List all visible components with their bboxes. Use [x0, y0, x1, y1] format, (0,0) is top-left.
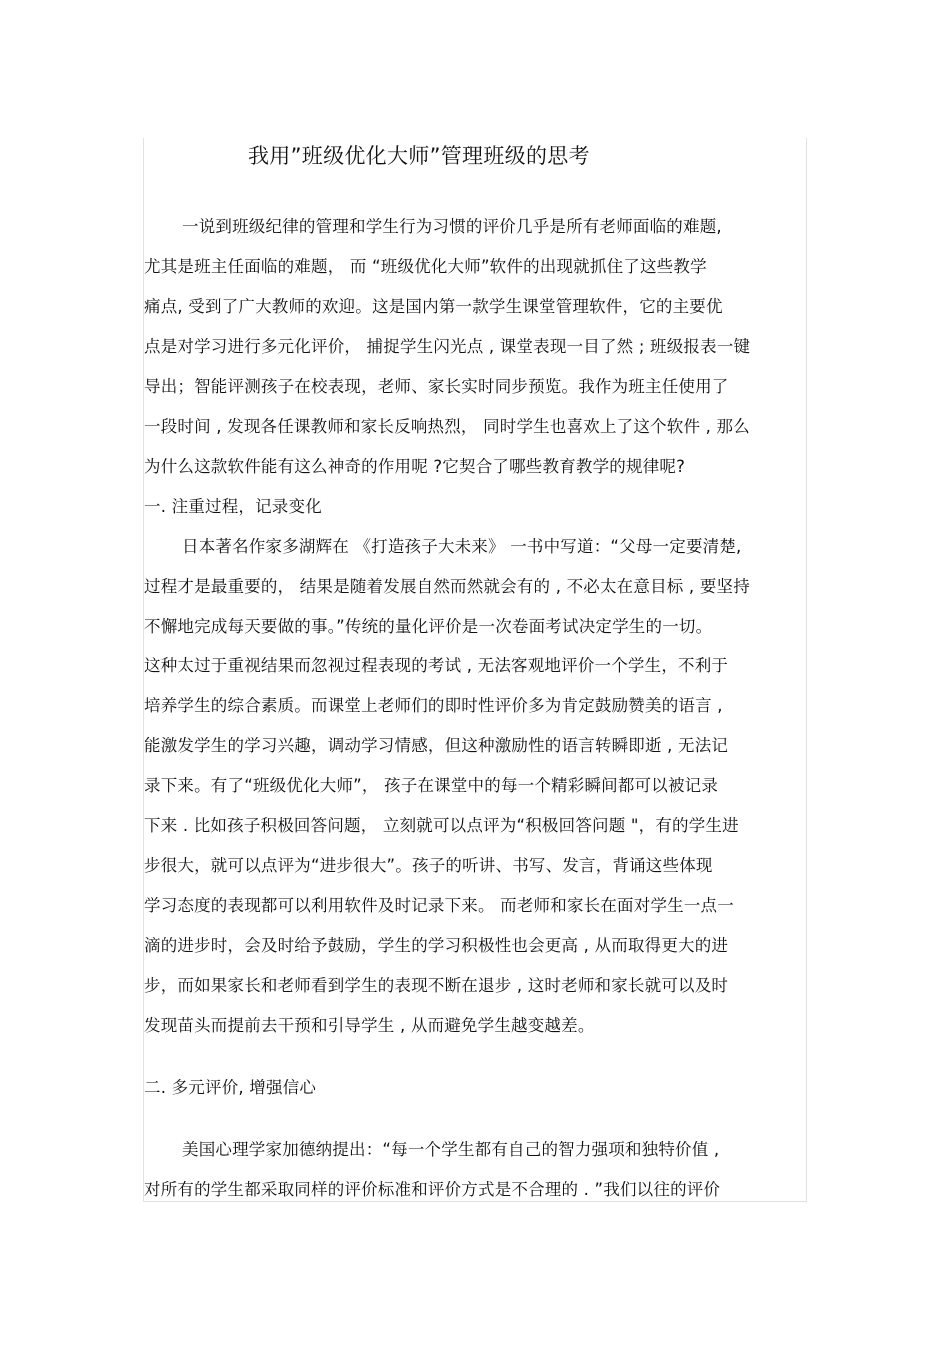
- paragraph-line: 一段时间 , 发现各任课教师和家长反响热烈， 同时学生也喜欢上了这个软件 , 那么: [144, 417, 750, 436]
- paragraph-line: 滴的进步时，会及时给予鼓励，学生的学习积极性也会更高 , 从而取得更大的进: [144, 936, 729, 955]
- paragraph-line: 下来 . 比如孩子积极回答问题， 立刻就可以点评为“积极回答问题 "，有的学生进: [144, 816, 739, 835]
- paragraph-line: 一说到班级纪律的管理和学生行为习惯的评价几乎是所有老师面临的难题,: [182, 217, 722, 236]
- paragraph-line: 录下来。有了“班级优化大师”， 孩子在课堂中的每一个精彩瞬间都可以被记录: [144, 776, 719, 795]
- paragraph-line: 这种太过于重视结果而忽视过程表现的考试 , 无法客观地评价一个学生，不利于: [144, 656, 729, 675]
- document-title: 我用”班级优化大师”管理班级的思考: [248, 144, 590, 168]
- paragraph-line: 点是对学习进行多元化评价， 捕捉学生闪光点 , 课堂表现一目了然 ; 班级报表一键: [144, 337, 751, 356]
- paragraph-line: 过程才是最重要的， 结果是随着发展自然而然就会有的 , 不必太在意目标 , 要坚持: [144, 577, 750, 596]
- paragraph-line: 痛点, 受到了广大教师的欢迎。这是国内第一款学生课堂管理软件，它的主要优: [144, 297, 723, 316]
- paragraph-line: 发现苗头而提前去干预和引导学生 , 从而避免学生越变越差。: [144, 1016, 595, 1035]
- paragraph-line: 步很大，就可以点评为“进步很大”。孩子的听讲、书写、发言，背诵这些体现: [144, 856, 713, 875]
- paragraph-line: 步，而如果家长和老师看到学生的表现不断在退步 , 这时老师和家长就可以及时: [144, 976, 729, 995]
- section-heading: 二. 多元评价, 增强信心: [144, 1078, 317, 1097]
- paragraph-line: 学习态度的表现都可以利用软件及时记录下来。 而老师和家长在面对学生一点一: [144, 896, 734, 915]
- paragraph-line: 美国心理学家加德纳提出：“每一个学生都有自己的智力强项和独特价值 ,: [182, 1140, 720, 1159]
- paragraph-line: 导出；智能评测孩子在校表现，老师、家长实时同步预览。我作为班主任使用了: [144, 377, 729, 396]
- paragraph-line: 尤其是班主任面临的难题， 而 “班级优化大师”软件的出现就抓住了这些教学: [144, 257, 707, 276]
- section-heading: 一. 注重过程，记录变化: [144, 497, 322, 516]
- paragraph-line: 培养学生的综合素质。而课堂上老师们的即时性评价多为肯定鼓励赞美的语言 ,: [144, 696, 723, 715]
- paragraph-line: 为什么这款软件能有这么神奇的作用呢 ?它契合了哪些教育教学的规律呢?: [144, 457, 686, 476]
- paragraph-line: 能激发学生的学习兴趣，调动学习情感，但这种激励性的语言转瞬即逝 , 无法记: [144, 736, 729, 755]
- paragraph-line: 对所有的学生都采取同样的评价标准和评价方式是不合理的 . ”我们以往的评价: [144, 1180, 721, 1199]
- paragraph-line: 不懈地完成每天要做的事。”传统的量化评价是一次卷面考试决定学生的一切。: [144, 617, 713, 636]
- paragraph-line: 日本著名作家多湖辉在 《打造孩子大未来》 一书中写道：“父母一定要清楚,: [182, 537, 742, 556]
